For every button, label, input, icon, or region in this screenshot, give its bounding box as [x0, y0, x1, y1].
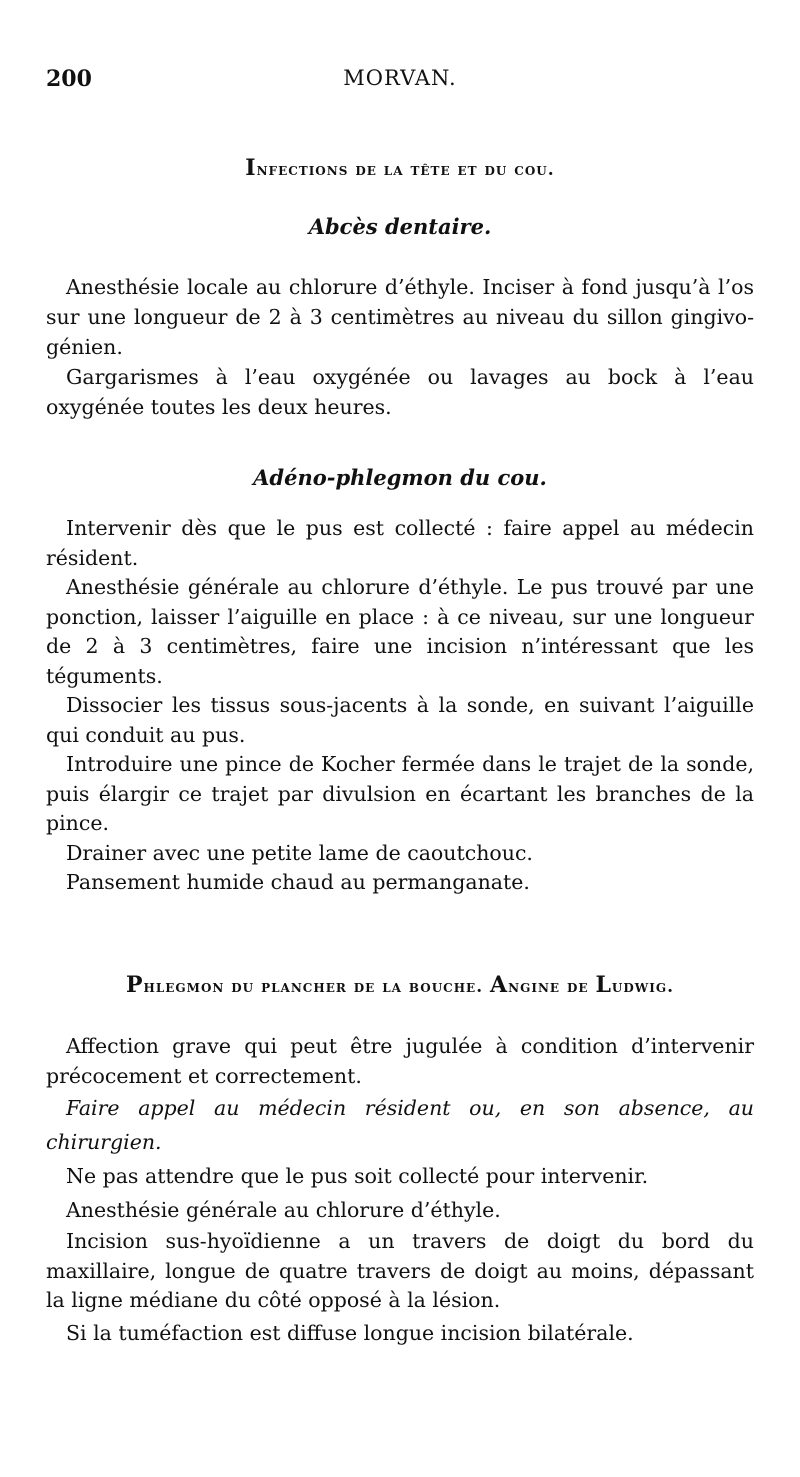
- paragraph: Gargarismes à l’eau oxygénée ou lavages au bock à l’eau oxygénée toutes les deux heures.: [46, 365, 754, 419]
- paragraph: Affection grave qui peut être jugulée à condition d’intervenir précocement et correctement.: [46, 1034, 754, 1088]
- paragraph: Intervenir dès que le pus est collecté : faire appel au médecin résident.: [46, 516, 754, 570]
- paragraph: Incision sus-hyoïdienne a un travers de doigt du bord du maxillaire, longue de quatre travers de doigt au moins, dépassant la ligne médiane du côté opposé à la lésion.: [46, 1229, 754, 1312]
- heading-text: nfections de la tête et du cou.: [256, 160, 555, 180]
- subheading-dental-abscess: Abcès dentaire.: [308, 214, 492, 239]
- ludwig-text: [46, 1032, 754, 1350]
- heading-initial: P: [125, 972, 144, 998]
- paragraph-italic: Faire appel au médecin résident ou, en son absence, au chirurgien.: [46, 1096, 754, 1154]
- heading-initial: A: [490, 972, 509, 998]
- heading-text: udwig.: [611, 977, 675, 997]
- paragraph: Si la tuméfaction est diffuse longue incision bilatérale.: [66, 1320, 634, 1345]
- paragraph: Anesthésie générale au chlorure d’éthyle. Le pus trouvé par une ponction, laisser l’aiguille en place : à ce niveau, sur une longueur de 2 à 3 centimètres, faire une incision n’intéressant que les téguments.: [46, 575, 754, 688]
- heading-text: ngine de: [508, 977, 596, 997]
- paragraph: Ne pas attendre que le pus soit collecté pour intervenir.: [66, 1164, 649, 1188]
- heading-initial: L: [595, 972, 612, 998]
- section-heading-head-neck: [46, 155, 754, 181]
- section-heading-ludwig: [46, 972, 754, 998]
- dental-abscess-text: [46, 272, 754, 422]
- paragraph: Drainer avec une petite lame de caoutchouc.: [66, 840, 533, 865]
- running-head: [46, 66, 754, 96]
- adeno-phlegmon-text: [46, 514, 754, 898]
- paragraph: Dissocier les tissus sous-jacents à la sonde, en suivant l’aiguille qui conduit au pus.: [46, 693, 754, 747]
- heading-initial: I: [245, 155, 257, 181]
- subheading-adeno-phlegmon: Adéno-phlegmon du cou.: [253, 465, 547, 490]
- paragraph: Introduire une pince de Kocher fermée dans le trajet de la sonde, puis élargir ce trajet par divulsion en écartant les branches de la pince.: [46, 752, 754, 835]
- running-title: MORVAN.: [343, 66, 457, 90]
- heading-text: hlegmon du plancher de la bouche.: [143, 977, 491, 997]
- paragraph: Anesthésie locale au chlorure d’éthyle. Inciser à fond jusqu’à l’os sur une longueur de 2 à 3 centimètres au niveau du sillon gingivo-génien.: [46, 275, 754, 359]
- paragraph: Pansement humide chaud au permanganate.: [66, 870, 530, 894]
- paragraph: Anesthésie générale au chlorure d’éthyle.: [66, 1198, 501, 1222]
- page-number: 200: [46, 66, 92, 92]
